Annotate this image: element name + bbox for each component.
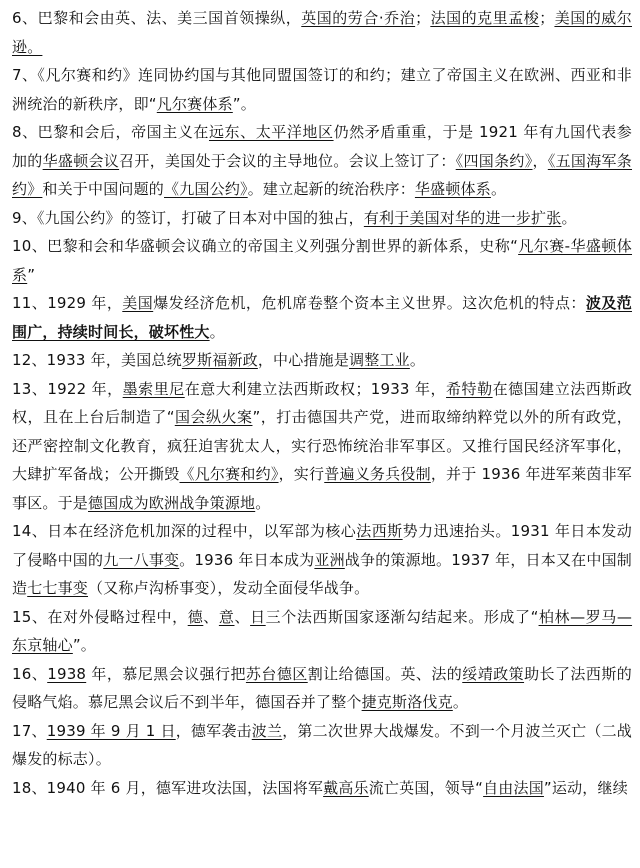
text-segment: 、 xyxy=(234,607,251,626)
text-segment: 。 xyxy=(452,693,469,711)
text-segment: ， xyxy=(532,151,548,170)
text-segment: 10、巴黎和会和华盛顿会议确立的帝国主义列强分割世界的新体系，史称“ xyxy=(12,237,519,255)
text-segment: 11、1929 年， xyxy=(12,294,123,312)
text-segment: 。1936 年日本成为 xyxy=(179,550,315,569)
text-segment: ” xyxy=(27,265,36,284)
underlined-key-term: 凡尔赛体系 xyxy=(156,94,233,113)
paragraph-item-7 xyxy=(12,61,632,118)
text-segment: 助长了法西斯的侵略气焰。慕尼黑会议后不到半年，德国吞并了整个 xyxy=(12,664,632,711)
text-segment: ”运动，继续 xyxy=(543,778,628,797)
text-segment: 。 xyxy=(409,351,426,369)
underlined-key-term: 绥靖政策 xyxy=(462,664,525,683)
text-segment: 势力迅速抬头。1931 年日本发动了侵略中国的 xyxy=(12,522,632,569)
underlined-key-term: 华盛顿体系 xyxy=(414,180,491,198)
text-segment: 爆发经济危机，危机席卷整个资本主义世界。这次危机的特点： xyxy=(153,294,586,312)
underlined-key-term: 意 xyxy=(218,607,235,626)
underlined-key-term: 1938 xyxy=(47,664,87,683)
text-segment: 割让给德国。英、法的 xyxy=(307,664,463,683)
paragraph-item-6 xyxy=(12,4,632,61)
underlined-key-term: 九一八事变 xyxy=(103,550,180,569)
text-segment: ，中心措施是 xyxy=(257,351,350,369)
paragraph-item-15 xyxy=(12,603,632,660)
underlined-key-term: 罗斯福新政 xyxy=(181,351,258,369)
text-segment: 和关于中国问题的 xyxy=(42,180,165,198)
text-segment: 16、 xyxy=(12,664,48,683)
underlined-key-term: 戴高乐 xyxy=(323,778,369,797)
text-segment: ，实行 xyxy=(278,465,325,483)
underlined-key-term: 墨索里尼 xyxy=(122,379,185,398)
text-segment: ，第二次世界大战爆发。不到一个月波兰灭亡（二战爆发的标志）。 xyxy=(12,721,633,768)
underlined-key-term: 自由法国 xyxy=(483,778,544,797)
underlined-key-term: 希特勒 xyxy=(446,379,493,398)
underlined-key-term: 《九国公约》 xyxy=(164,180,248,198)
underlined-key-term: 波及范围广，持续时间长，破坏性大 xyxy=(12,294,632,341)
text-segment: 流亡英国，领导“ xyxy=(368,778,484,797)
underlined-key-term: 国会纵火案 xyxy=(174,408,253,426)
paragraph-item-8 xyxy=(12,118,632,204)
underlined-key-term: 《四国条约》 xyxy=(455,151,533,170)
underlined-key-term: 英国的劳合·乔治 xyxy=(301,9,416,27)
paragraph-item-9 xyxy=(12,204,632,233)
paragraph-item-16 xyxy=(12,660,632,717)
underlined-key-term: 捷克斯洛伐克 xyxy=(361,693,453,711)
text-segment: 6、巴黎和会由英、法、美三国首领操纵， xyxy=(12,9,302,27)
text-segment: ，德军袭击 xyxy=(175,721,252,740)
text-segment: ”，打击德国共产党，进而取缔纳粹党以外的所有政党，还严密控制文化教育，疯狂迫害犹太人，实行恐怖统治非军事区。又推行国民经济军事化，大肆扩军备战；公开撕毁 xyxy=(12,408,632,483)
text-segment: 战争的策源地。1937 年，日本又在中国制造 xyxy=(12,550,632,597)
paragraph-item-11 xyxy=(12,289,632,346)
underlined-key-term: 法国的克里孟梭 xyxy=(430,9,540,27)
text-segment: 15、在对外侵略过程中， xyxy=(12,607,188,626)
underlined-key-term: 德国成为欧洲战争策源地 xyxy=(88,493,256,512)
text-segment: 18、1940 年 6 月，德军进攻法国，法国将军 xyxy=(12,778,324,797)
underlined-key-term: 1939 年 9 月 1 日 xyxy=(46,721,176,740)
paragraph-item-12 xyxy=(12,346,632,375)
text-segment: 。建立起新的统治秩序： xyxy=(247,180,415,198)
underlined-key-term: 华盛顿会议 xyxy=(42,151,120,170)
text-segment: ，并于 1936 年进军莱茵非军事区。于是 xyxy=(12,465,633,512)
underlined-key-term: 波兰 xyxy=(251,721,283,740)
underlined-key-term: 美国的威尔逊。 xyxy=(12,9,632,56)
text-segment: 17、 xyxy=(12,721,47,740)
underlined-key-term: 远东、太平洋地区 xyxy=(208,123,334,141)
paragraph-item-18 xyxy=(12,774,632,803)
text-segment: 年，慕尼黑会议强行把 xyxy=(86,664,246,683)
underlined-key-term: 法西斯 xyxy=(356,522,403,540)
text-segment: 13、1922 年， xyxy=(12,379,123,398)
underlined-key-term: 有利于美国对华的进一步扩张 xyxy=(363,208,562,227)
underlined-key-term: 《五国海军条约》 xyxy=(12,151,633,198)
paragraph-item-14 xyxy=(12,517,632,603)
text-segment: 7、《凡尔赛和约》连同协约国与其他同盟国签订的和约；建立了帝国主义在欧洲、西亚和非洲统治的新秩序，即“ xyxy=(12,66,632,113)
text-segment: ”。 xyxy=(232,94,256,113)
paragraph-item-17 xyxy=(12,717,632,774)
paragraph-item-13 xyxy=(12,375,632,518)
text-segment: 、 xyxy=(203,607,219,626)
underlined-key-term: 《凡尔赛和约》 xyxy=(179,465,279,483)
text-segment: ； xyxy=(539,9,555,27)
text-segment: ； xyxy=(415,9,431,27)
text-segment: 14、日本在经济危机加深的过程中，以军部为核心 xyxy=(12,522,357,540)
text-segment: 。 xyxy=(490,180,507,198)
text-segment: 12、1933 年，美国总统 xyxy=(12,351,182,369)
text-segment: 在意大利建立法西斯政权；1933 年， xyxy=(184,379,447,398)
underlined-key-term: 美国 xyxy=(122,294,154,312)
underlined-key-term: 日 xyxy=(250,607,266,626)
underlined-key-term: 亚洲 xyxy=(314,550,345,569)
text-segment: ”。 xyxy=(72,636,96,654)
text-segment: 。 xyxy=(255,493,271,512)
underlined-key-term: 凡尔赛-华盛顿体系 xyxy=(12,237,633,284)
text-segment: 9、《九国公约》的签订，打破了日本对中国的独占， xyxy=(12,208,364,227)
text-segment: 8、巴黎和会后，帝国主义在 xyxy=(12,123,209,141)
text-segment: 。 xyxy=(209,322,225,341)
text-segment: 仍然矛盾重重，于是 1921 年有九国代表参加的 xyxy=(12,123,632,170)
underlined-key-term: 普遍义务兵役制 xyxy=(324,465,431,483)
text-segment: 。 xyxy=(561,208,577,227)
underlined-key-term: 七七事变 xyxy=(27,579,89,597)
text-segment: （又称卢沟桥事变），发动全面侵华战争。 xyxy=(88,579,370,597)
underlined-key-term: 德 xyxy=(187,607,204,626)
underlined-key-term: 苏台德区 xyxy=(245,664,308,683)
underlined-key-term: 调整工业 xyxy=(349,351,410,369)
text-segment: 三个法西斯国家逐渐勾结起来。形成了“ xyxy=(265,607,539,626)
text-segment: 召开，美国处于会议的主导地位。会议上签订了： xyxy=(119,151,456,170)
underlined-key-term: 柏林—罗马—东京轴心 xyxy=(12,607,633,654)
text-segment: 在德国建立法西斯政权，且在上台后制造了“ xyxy=(12,379,632,426)
paragraph-item-10 xyxy=(12,232,632,289)
